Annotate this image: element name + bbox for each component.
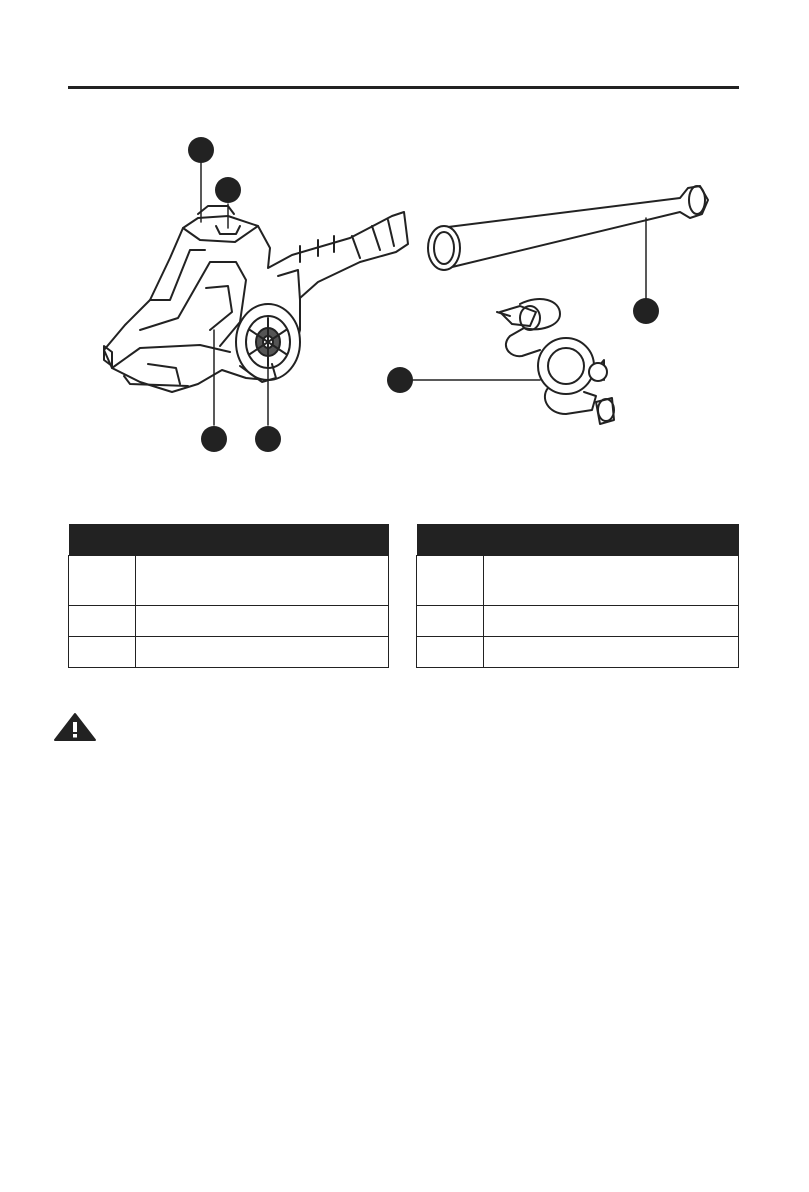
column-header-description: [136, 524, 389, 556]
table-cell-description: [136, 556, 389, 606]
callout-d: [255, 426, 281, 452]
table-cell-part: [417, 556, 484, 606]
table-row: [417, 556, 739, 606]
table-cell-part: [69, 556, 136, 606]
callout-e: [633, 298, 659, 324]
parts-table-left: [68, 524, 389, 668]
table-cell-description: [484, 606, 739, 637]
blower-tube-drawing: [428, 186, 708, 270]
table-header-row: [69, 524, 389, 556]
inflation-adapters-drawing: [497, 299, 614, 424]
table-row: [417, 637, 739, 668]
table-cell-part: [417, 606, 484, 637]
table-cell-part: [69, 637, 136, 668]
warning-triangle-icon: [53, 712, 97, 742]
table-row: [69, 637, 389, 668]
table-cell-part: [69, 606, 136, 637]
callout-a: [188, 137, 214, 163]
column-header-part: [417, 524, 484, 556]
table-row: [69, 606, 389, 637]
callout-b: [215, 177, 241, 203]
table-row: [69, 556, 389, 606]
blower-kit-drawing: [0, 0, 809, 480]
table-row: [417, 606, 739, 637]
table-cell-description: [136, 606, 389, 637]
table-cell-part: [417, 637, 484, 668]
callout-f: [387, 367, 413, 393]
table-cell-description: [136, 637, 389, 668]
table-cell-description: [484, 556, 739, 606]
table-cell-description: [484, 637, 739, 668]
callout-c: [201, 426, 227, 452]
table-header-row: [417, 524, 739, 556]
product-illustration: [0, 0, 809, 480]
column-header-part: [69, 524, 136, 556]
parts-table-right: [416, 524, 739, 668]
column-header-description: [484, 524, 739, 556]
